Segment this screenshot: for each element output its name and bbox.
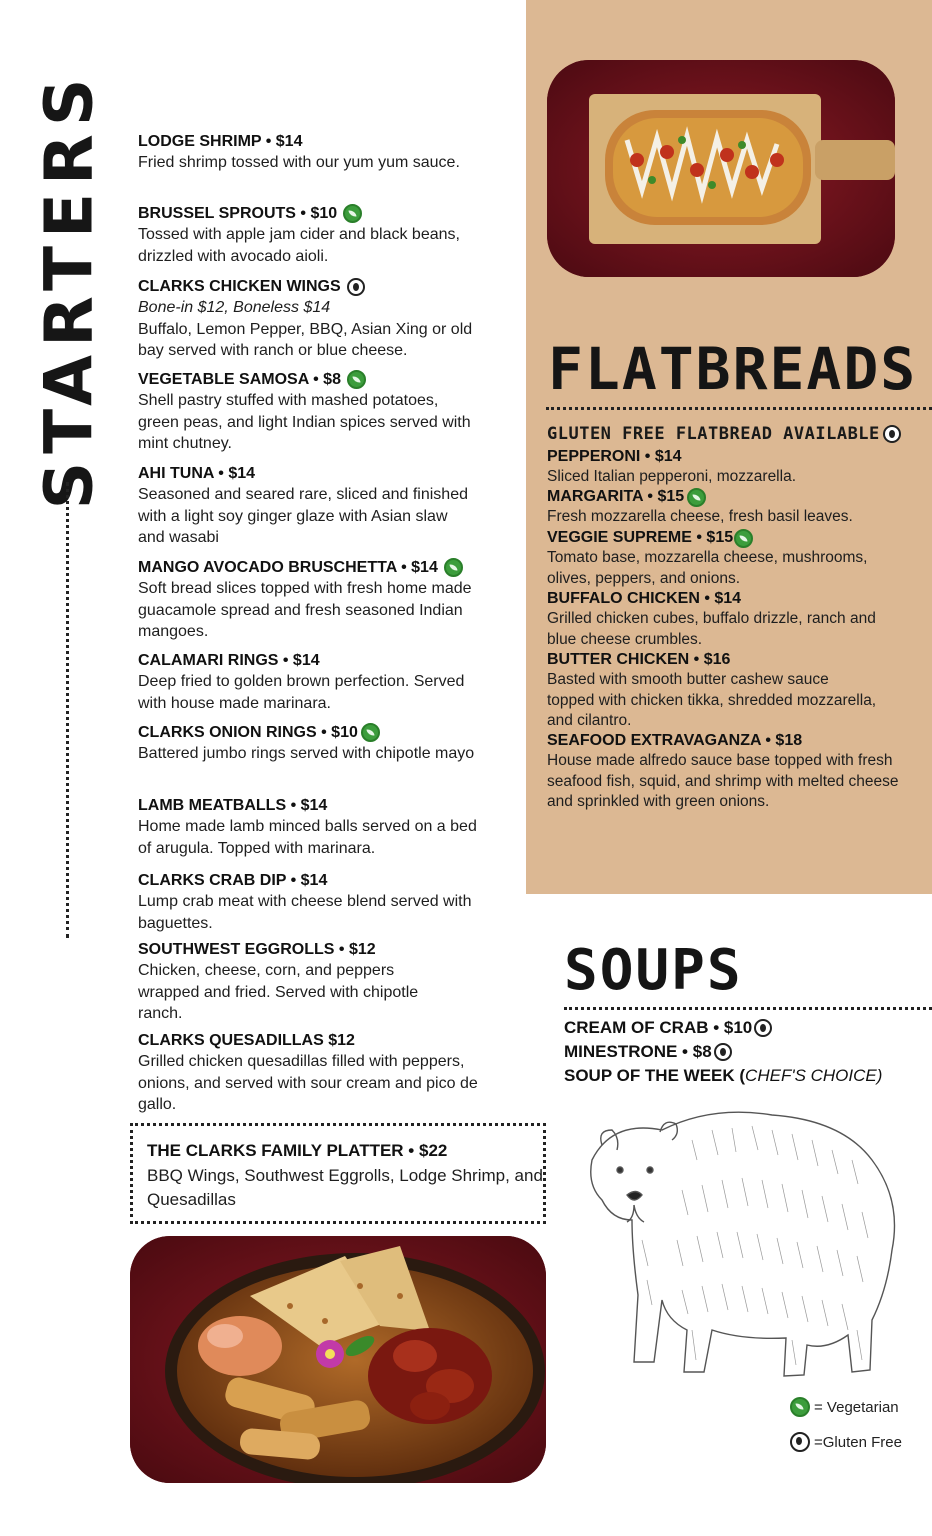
family-platter-box — [130, 1123, 546, 1224]
item-description: Tomato base, mozzarella cheese, mushrooms, olives, peppers, and onions. — [547, 549, 868, 587]
item-description: Shell pastry stuffed with mashed potatoes, green peas, and light Indian spices served with mint chutney. — [138, 392, 471, 452]
item-name: LAMB MEATBALLS • $14 — [138, 797, 328, 814]
flatbread-item-veggie-supreme — [547, 528, 907, 589]
legend-gluten-free: =Gluten Free — [790, 1432, 902, 1452]
gluten-free-icon — [790, 1432, 810, 1452]
item-name: MINESTRONE • $8 — [564, 1042, 712, 1061]
item-name: SOUP OF THE WEEK ( — [564, 1066, 746, 1085]
item-name: SEAFOOD EXTRAVAGANZA • $18 — [547, 732, 803, 749]
soup-choice-note: CHEF'S CHOICE) — [745, 1066, 883, 1085]
vegetarian-icon — [347, 370, 366, 389]
gluten-free-icon — [754, 1019, 772, 1037]
starters-dotted-divider — [66, 482, 69, 938]
item-description: Grilled chicken cubes, buffalo drizzle, ranch and blue cheese crumbles. — [547, 610, 876, 648]
gluten-free-available-note: GLUTEN FREE FLATBREAD AVAILABLE — [547, 424, 901, 444]
menu-item-mango-avocado-bruschetta — [138, 557, 483, 643]
menu-item-lamb-meatballs — [138, 795, 483, 859]
flatbreads-heading: FLATBREADS — [548, 335, 918, 403]
item-description: Fried shrimp tossed with our yum yum sauce. — [138, 154, 460, 171]
legend-vegetarian: = Vegetarian — [790, 1397, 899, 1417]
menu-item-ahi-tuna — [138, 463, 478, 549]
flatbread-item-butter-chicken — [547, 650, 877, 732]
item-name: MARGARITA • $15 — [547, 488, 685, 505]
menu-item-brussel-sprouts — [138, 203, 478, 267]
item-description: Sliced Italian pepperoni, mozzarella. — [547, 468, 796, 485]
item-name: MANGO AVOCADO BRUSCHETTA • $14 — [138, 559, 438, 576]
flatbread-item-buffalo-chicken — [547, 589, 897, 650]
item-name: CREAM OF CRAB • $10 — [564, 1018, 753, 1037]
flatbread-item-pepperoni — [547, 447, 907, 488]
item-name: AHI TUNA • $14 — [138, 465, 256, 482]
item-name: CLARKS CRAB DIP • $14 — [138, 872, 328, 889]
flatbread-photo — [547, 60, 895, 277]
soup-item-cream-of-crab — [564, 1017, 772, 1039]
menu-item-vegetable-samosa — [138, 369, 483, 455]
vegetarian-icon — [444, 558, 463, 577]
flatbread-item-seafood-extravaganza — [547, 731, 907, 813]
item-description: Deep fried to golden brown perfection. Served with house made marinara. — [138, 673, 465, 712]
item-description: Tossed with apple jam cider and black beans, drizzled with avocado aioli. — [138, 226, 460, 265]
item-price-options: Bone-in $12, Boneless $14 — [138, 299, 331, 316]
soups-dotted-divider — [564, 1007, 932, 1010]
item-name: BRUSSEL SPROUTS • $10 — [138, 205, 338, 222]
vegetarian-icon — [361, 723, 380, 742]
soup-item-minestrone — [564, 1041, 732, 1063]
item-name: BUTTER CHICKEN • $16 — [547, 651, 731, 668]
gluten-free-icon — [883, 425, 901, 443]
gluten-free-icon — [714, 1043, 732, 1061]
item-name: LODGE SHRIMP • $14 — [138, 133, 303, 150]
item-name: CLARKS ONION RINGS • $10 — [138, 724, 358, 741]
menu-item-chicken-wings — [138, 276, 478, 362]
item-description: Basted with smooth butter cashew sauce topped with chicken tikka, shredded mozzarella, and cilantro. — [547, 671, 877, 729]
item-description: Seasoned and seared rare, sliced and finished with a light soy ginger glaze with Asian slaw and wasabi — [138, 486, 468, 546]
soups-heading: SOUPS — [564, 938, 743, 1003]
gluten-free-icon — [347, 278, 365, 296]
item-description: Chicken, cheese, corn, and peppers wrapped and fried. Served with chipotle ranch. — [138, 962, 419, 1022]
bear-illustration — [572, 1100, 912, 1390]
item-description: Soft bread slices topped with fresh home made guacamole spread and fresh seasoned Indian mangoes. — [138, 580, 472, 640]
vegetarian-icon — [734, 529, 753, 548]
item-name: CLARKS QUESADILLAS $12 — [138, 1032, 355, 1049]
item-name: BUFFALO CHICKEN • $14 — [547, 590, 742, 607]
flatbread-item-margarita — [547, 487, 907, 528]
item-name: VEGGIE SUPREME • $15 — [547, 529, 734, 546]
item-description: Buffalo, Lemon Pepper, BBQ, Asian Xing or old bay served with ranch or blue cheese. — [138, 320, 473, 359]
vegetarian-icon — [790, 1397, 810, 1417]
platter-name: THE CLARKS FAMILY PLATTER • $22 — [147, 1141, 448, 1160]
soup-item-soup-of-the-week — [564, 1065, 882, 1087]
item-description: House made alfredo sauce base topped with fresh seafood fish, squid, and shrimp with melted cheese and sprinkled with green onions. — [547, 752, 899, 810]
item-description: Home made lamb minced balls served on a bed of arugula. Topped with marinara. — [138, 818, 477, 857]
family-platter-photo — [130, 1236, 546, 1483]
item-description: Lump crab meat with cheese blend served with baguettes. — [138, 893, 472, 932]
item-description: Grilled chicken quesadillas filled with peppers, onions, and served with sour cream and pico de gallo. — [138, 1053, 478, 1113]
vegetarian-icon — [687, 488, 706, 507]
item-description: Battered jumbo rings served with chipotle mayo — [138, 745, 475, 762]
platter-description: BBQ Wings, Southwest Eggrolls, Lodge Shrimp, and Quesadillas — [147, 1166, 543, 1209]
item-name: PEPPERONI • $14 — [547, 448, 682, 465]
menu-item-crab-dip — [138, 870, 478, 934]
item-name: CALAMARI RINGS • $14 — [138, 652, 320, 669]
item-name: VEGETABLE SAMOSA • $8 — [138, 371, 341, 388]
menu-item-calamari-rings — [138, 650, 478, 714]
vegetarian-icon — [343, 204, 362, 223]
item-name: CLARKS CHICKEN WINGS — [138, 278, 341, 295]
item-description: Fresh mozzarella cheese, fresh basil leaves. — [547, 508, 853, 525]
flatbreads-dotted-divider — [546, 407, 932, 410]
menu-item-onion-rings — [138, 722, 478, 765]
menu-item-quesadillas — [138, 1030, 488, 1116]
menu-item-lodge-shrimp — [138, 131, 478, 174]
item-name: SOUTHWEST EGGROLLS • $12 — [138, 941, 376, 958]
starters-heading: STARTERS — [30, 70, 108, 510]
menu-item-southwest-eggrolls — [138, 939, 458, 1025]
